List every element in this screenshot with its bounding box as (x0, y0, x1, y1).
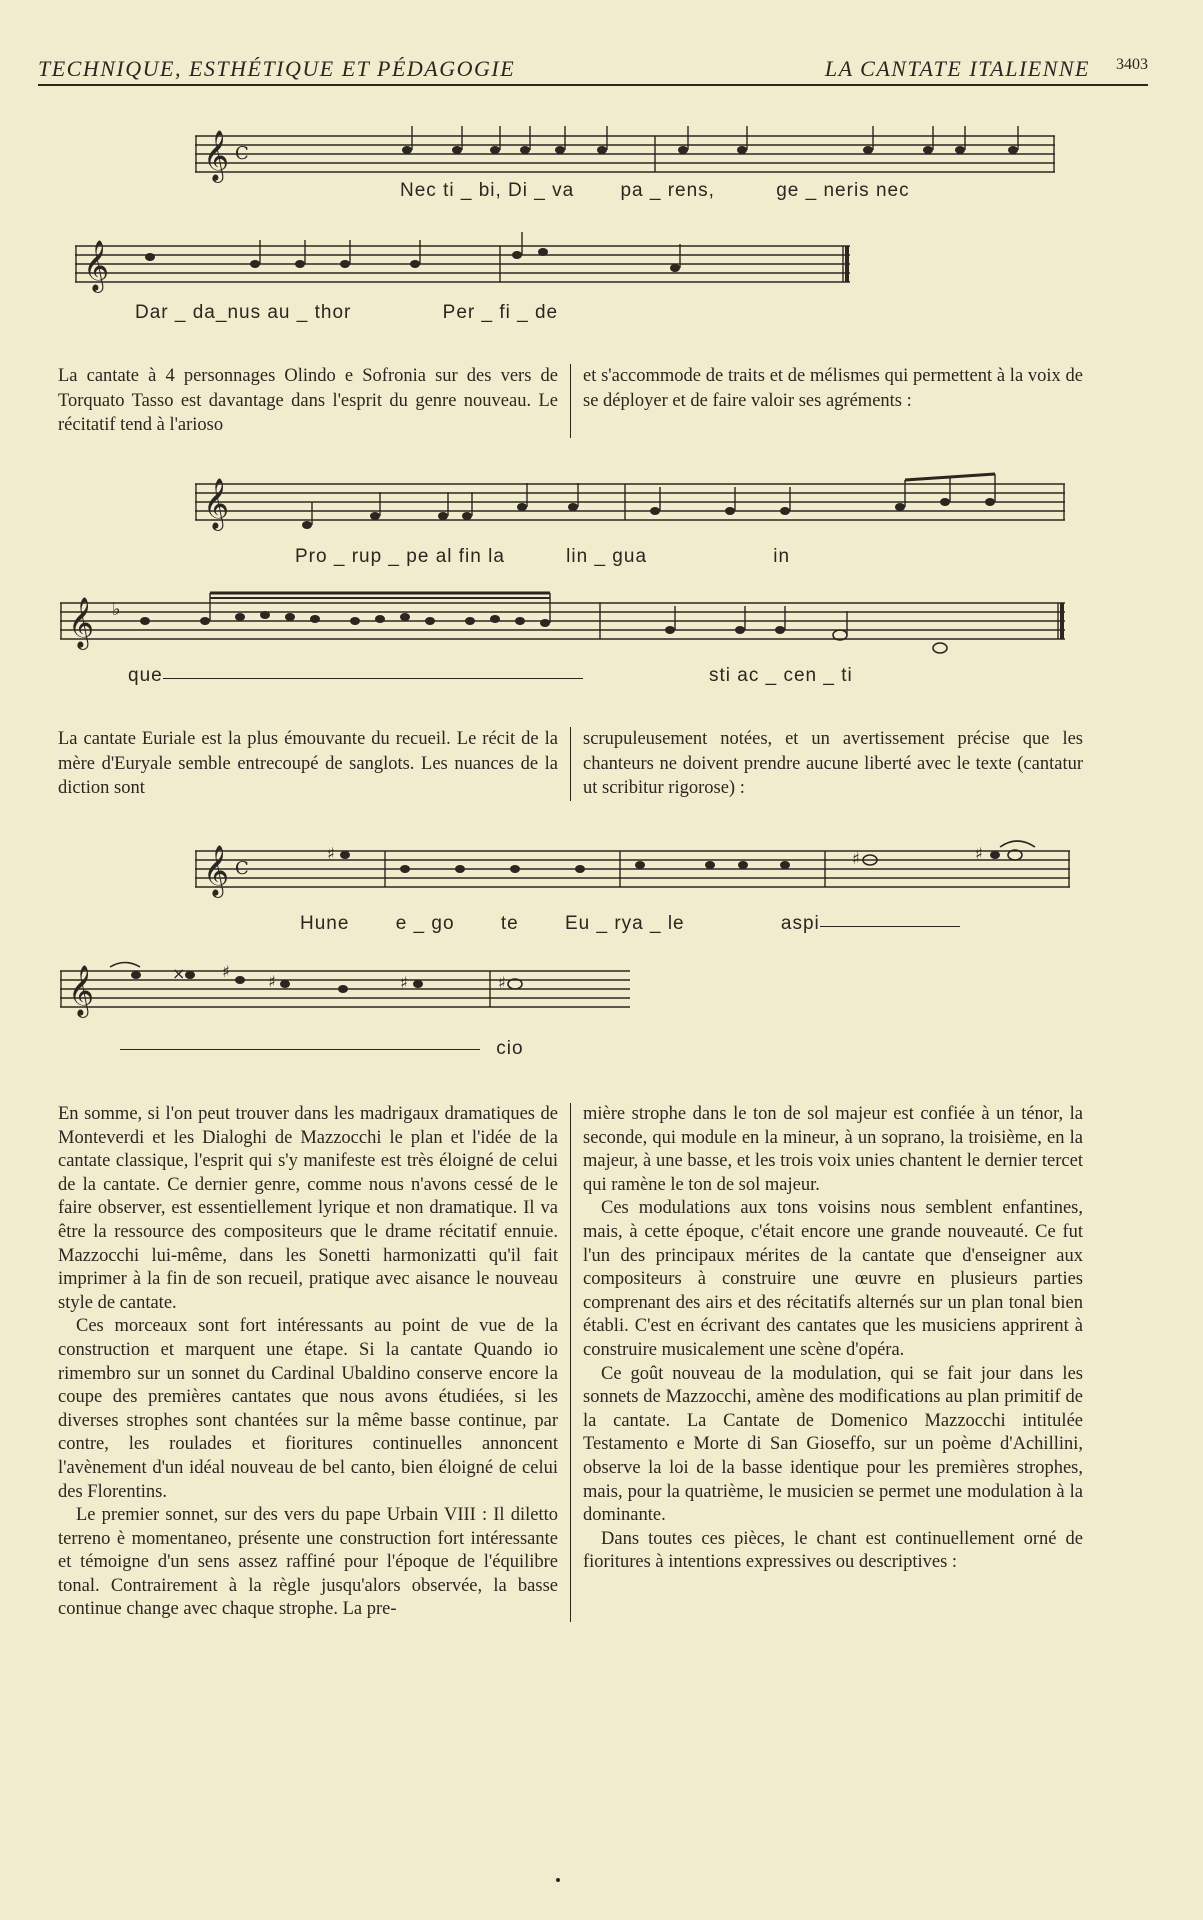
lyric-syllables: te (500, 913, 519, 934)
body-text (58, 1103, 1083, 1622)
svg-text:𝄞: 𝄞 (203, 130, 230, 181)
svg-text:𝄞: 𝄞 (203, 478, 230, 529)
svg-text:♭: ♭ (112, 599, 121, 620)
svg-text:♯: ♯ (268, 972, 276, 991)
lyric-syllables: sti ac _ cen _ ti (708, 665, 853, 686)
page-mark (556, 1878, 560, 1882)
music-staff-ex3-line2 (60, 955, 630, 1027)
melisma-line (120, 1049, 480, 1050)
lyric-syllables: Pro _ rup _ pe al fin la (295, 546, 505, 567)
music-staff-ex3-line1 (195, 835, 1070, 907)
text-column-left (58, 364, 571, 438)
paragraph-olindo (58, 364, 1083, 438)
svg-text:♯: ♯ (975, 844, 983, 863)
paragraph-text: La cantate à 4 personnages Olindo e Sofronia sur des vers de Torquato Tasso est davantage dans l'esprit du genre nouveau. Le récitatif tend à l'arioso (58, 366, 558, 435)
svg-text:♯: ♯ (400, 973, 408, 992)
paragraph-text: et s'accommode de traits et de mélismes qui permettent à la voix de se déployer et de faire valoir ses agréments : (583, 366, 1083, 411)
lyric-syllables: Per _ fi _ de (442, 302, 559, 323)
paragraph-text: La cantate Euriale est la plus émouvante du recueil. Le récit de la mère d'Euryale semble entrecoupé de sanglots. Les nuances de la diction sont (58, 729, 558, 798)
lyrics-ex3-line1 (300, 913, 960, 935)
music-staff-ex1-line2 (75, 230, 850, 306)
lyrics-ex2-line2 (128, 665, 853, 687)
melisma-line (820, 926, 960, 927)
lyrics-ex2-line1 (295, 546, 790, 568)
header-left: TECHNIQUE, ESTHÉTIQUE ET PÉDAGOGIE (38, 56, 516, 81)
lyric-syllables: que (128, 665, 163, 686)
svg-text:𝄞: 𝄞 (203, 845, 230, 896)
paragraph-text: Le premier sonnet, sur des vers du pape Urbain VIII : Il diletto terreno è momentaneo, présente une construction fort intéressante et témoigne d'un sens assez raffiné pour l'époque de l'équilibre tonal. Contrairement à la règle jusqu'alors observée, la basse continue change avec chaque strophe. La pre- (58, 1505, 558, 1620)
paragraph-text: scrupuleusement notées, et un avertissement précise que les chanteurs ne doivent prendre aucune liberté avec le texte (cantatur ut scribitur rigorose) : (583, 729, 1083, 798)
paragraph-text: Dans toutes ces pièces, le chant est continuellement orné de fioritures à intentions expressives ou descriptives : (583, 1528, 1083, 1573)
text-column-right (571, 1103, 1083, 1622)
svg-text:♯: ♯ (852, 849, 860, 868)
svg-text:C: C (235, 858, 249, 879)
svg-text:𝄞: 𝄞 (68, 597, 95, 648)
music-staff-ex2-line2 (60, 585, 1065, 665)
paragraph-euriale (58, 727, 1083, 801)
text-column-right (571, 727, 1083, 801)
lyric-syllables: ge _ neris nec (776, 180, 910, 201)
lyric-syllables: e _ go (395, 913, 455, 934)
svg-text:♯: ♯ (222, 962, 230, 981)
lyrics-ex1-line2 (135, 302, 558, 324)
melisma-line (163, 678, 583, 679)
text-column-left (58, 1103, 571, 1622)
lyric-syllables: aspi (780, 913, 820, 934)
lyric-syllables: Nec ti _ bi, Di _ va (400, 180, 575, 201)
music-staff-ex2-line1 (195, 470, 1065, 540)
text-column-left (58, 727, 571, 801)
lyric-syllables: Hune (300, 913, 350, 934)
svg-text:𝄞: 𝄞 (68, 965, 95, 1016)
lyric-syllables: cio (496, 1038, 524, 1059)
lyric-syllables: in (773, 546, 791, 567)
lyrics-ex3-line2 (120, 1038, 524, 1060)
svg-text:𝄞: 𝄞 (83, 240, 110, 291)
paragraph-text: Ce goût nouveau de la modulation, qui se fait jour dans les sonnets de Mazzocchi, amène des modifications au plan primitif de la cantate. La Cantate de Domenico Mazzocchi intitulée Testamento e Morte di San Gioseffo, sur un poème d'Achillini, observe la loi de la basse identique pour les premières strophes, mais, pour la quatrième, le musicien se permet une modulation à la dominante. (583, 1363, 1083, 1526)
text-column-right (571, 364, 1083, 438)
page-number: 3403 (1116, 56, 1148, 73)
lyric-syllables: pa _ rens, (620, 180, 715, 201)
svg-text:♯: ♯ (498, 973, 506, 992)
music-staff-ex1-line1 (195, 112, 1055, 188)
lyrics-ex1-line1 (400, 180, 910, 202)
svg-text:♯: ♯ (327, 844, 335, 863)
svg-text:×: × (172, 964, 186, 983)
paragraph-text: Ces morceaux sont fort intéressants au point de vue de la construction et marquent une étape. Si la cantate Quando io rimembro sur un sonnet du Cardinal Ubaldino conserve encore la coupe des premières cantates que nous avons étudiées, si les diverses strophes sont chantées sur la même basse continue, par contre, les roulades et fioritures continuelles annoncent l'avènement d'un idéal nouveau de bel canto, bien éloigné de celui des Florentins. (58, 1316, 558, 1502)
lyric-syllables: Dar _ da_nus au _ thor (135, 302, 352, 323)
lyric-syllables: Eu _ rya _ le (564, 913, 685, 934)
svg-text:C: C (235, 143, 249, 164)
paragraph-text: En somme, si l'on peut trouver dans les madrigaux dramatiques de Monteverdi et les Dialoghi de Mazzocchi le plan et l'idée de la cantate classique, l'esprit qui s'y manifeste est très éloigné de celui de la cantate. Ce dernier genre, comme nous n'avons cessé de le faire observer, est essentiellement lyrique et non dramatique. Il va être la ressource des compositeurs que le drame récitatif ennuie. Mazzocchi lui-même, dans les Sonetti harmonizatti qu'il fait imprimer à la fin de son recueil, pratique avec aisance le nouveau style de cantate. (58, 1104, 558, 1313)
lyric-syllables: lin _ gua (566, 546, 648, 567)
paragraph-text: Ces modulations aux tons voisins nous semblent enfantines, mais, à cette époque, c'était encore une grande nouveauté. Ce fut l'un des principaux mérites de la cantate que d'enseigner aux compositeurs à construire une œuvre en plusieurs parties comprenant des airs et des récitatifs alternés sur un plan tonal bien établi. C'est en écrivant des cantates que les musiciens apprirent à construire musicalement une scène d'opéra. (583, 1198, 1083, 1360)
running-header (38, 52, 1148, 86)
paragraph-text: mière strophe dans le ton de sol majeur est confiée à un ténor, la seconde, qui module en la mineur, à un soprano, la troisième, en la majeur, à une basse, et les trois voix unies chantent le dernier tercet qui ramène le ton de sol majeur. (583, 1104, 1083, 1195)
header-right: LA CANTATE ITALIENNE (824, 56, 1090, 81)
